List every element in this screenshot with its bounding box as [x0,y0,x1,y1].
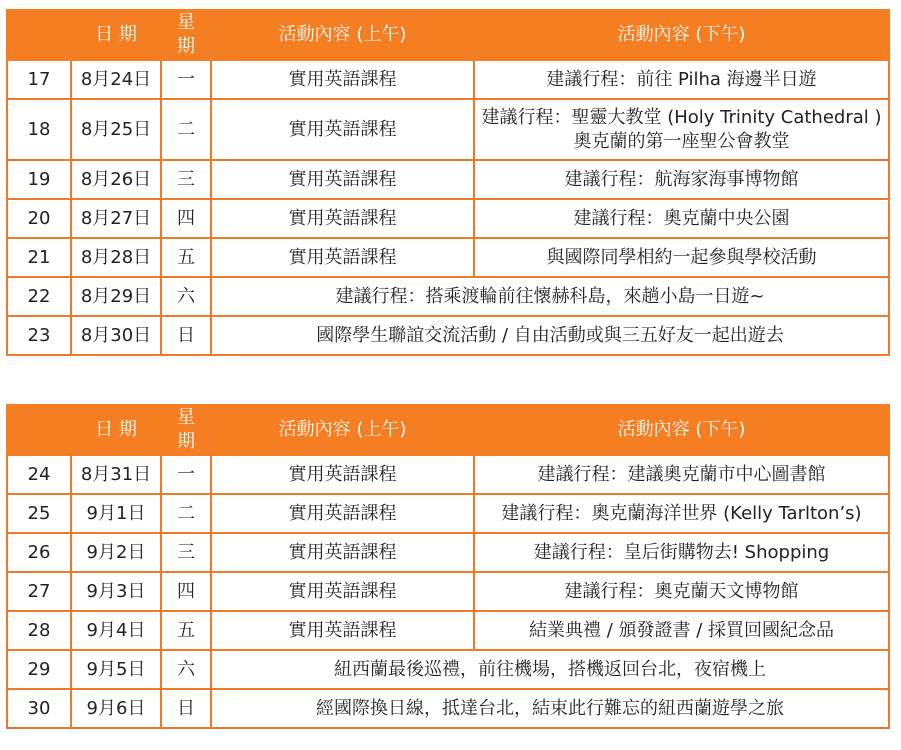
day-number: 29 [7,650,71,689]
pm-activity: 與國際同學相約一起參與學校活動 [474,238,889,277]
day-number: 19 [7,160,71,199]
table-row [7,650,889,689]
pm-activity: 建議行程：奧克蘭中央公園 [474,199,889,238]
date-cell: 9月4日 [71,611,161,650]
weekday-cell: 二 [161,494,211,533]
weekday-cell: 日 [161,316,211,355]
header-date: 日 期 [71,405,161,455]
weekday-cell: 二 [161,99,211,160]
table-row [7,99,889,160]
day-number: 30 [7,689,71,728]
header-row [7,10,889,60]
full-day-activity: 經國際換日線，抵達台北，結束此行難忘的紐西蘭遊學之旅 [211,689,889,728]
table-row [7,572,889,611]
date-cell: 8月26日 [71,160,161,199]
date-cell: 8月31日 [71,455,161,494]
pm-activity: 建議行程：建議奧克蘭市中心圖書館 [474,455,889,494]
am-activity: 實用英語課程 [211,533,474,572]
date-cell: 9月3日 [71,572,161,611]
day-number: 23 [7,316,71,355]
table-row [7,60,889,99]
day-number: 21 [7,238,71,277]
table-row [7,494,889,533]
pm-activity: 結業典禮 / 頒發證書 / 採買回國紀念品 [474,611,889,650]
pm-activity: 建議行程：奧克蘭海洋世界 (Kelly Tarlton’s) [474,494,889,533]
pm-activity: 建議行程：聖靈大教堂 (Holy Trinity Cathedral )奧克蘭的第一座聖公會教堂 [474,99,889,160]
schedule-table-2 [6,404,890,729]
weekday-cell: 四 [161,572,211,611]
full-day-activity: 建議行程：搭乘渡輪前往懷赫科島，來趟小島一日遊~ [211,277,889,316]
date-cell: 8月25日 [71,99,161,160]
am-activity: 實用英語課程 [211,238,474,277]
full-day-activity: 國際學生聯誼交流活動 / 自由活動或與三五好友一起出遊去 [211,316,889,355]
weekday-cell: 五 [161,238,211,277]
date-cell: 8月28日 [71,238,161,277]
header-am-activity: 活動內容 (上午) [211,405,474,455]
weekday-cell: 五 [161,611,211,650]
pm-activity: 建議行程：前往 Pilha 海邊半日遊 [474,60,889,99]
table-row [7,199,889,238]
header-row [7,405,889,455]
weekday-cell: 六 [161,650,211,689]
table-row [7,689,889,728]
table-row [7,277,889,316]
am-activity: 實用英語課程 [211,611,474,650]
day-number: 27 [7,572,71,611]
weekday-cell: 六 [161,277,211,316]
am-activity: 實用英語課程 [211,455,474,494]
weekday-cell: 一 [161,455,211,494]
weekday-cell: 四 [161,199,211,238]
am-activity: 實用英語課程 [211,494,474,533]
table-row [7,316,889,355]
header-pm-activity: 活動內容 (下午) [474,10,889,60]
table-row [7,160,889,199]
header-am-activity: 活動內容 (上午) [211,10,474,60]
table-row [7,533,889,572]
am-activity: 實用英語課程 [211,60,474,99]
header-day-number [7,10,71,60]
am-activity: 實用英語課程 [211,199,474,238]
date-cell: 8月30日 [71,316,161,355]
day-number: 18 [7,99,71,160]
day-number: 25 [7,494,71,533]
day-number: 20 [7,199,71,238]
table-row [7,611,889,650]
day-number: 17 [7,60,71,99]
full-day-activity: 紐西蘭最後巡禮，前往機場，搭機返回台北，夜宿機上 [211,650,889,689]
pm-activity: 建議行程：航海家海事博物館 [474,160,889,199]
am-activity: 實用英語課程 [211,572,474,611]
day-number: 24 [7,455,71,494]
day-number: 28 [7,611,71,650]
am-activity: 實用英語課程 [211,160,474,199]
weekday-cell: 日 [161,689,211,728]
table-row [7,455,889,494]
header-weekday: 星 期 [161,405,211,455]
date-cell: 9月5日 [71,650,161,689]
date-cell: 9月1日 [71,494,161,533]
weekday-cell: 三 [161,160,211,199]
am-activity: 實用英語課程 [211,99,474,160]
date-cell: 9月6日 [71,689,161,728]
date-cell: 9月2日 [71,533,161,572]
date-cell: 8月27日 [71,199,161,238]
header-pm-activity: 活動內容 (下午) [474,405,889,455]
day-number: 26 [7,533,71,572]
date-cell: 8月29日 [71,277,161,316]
table-row [7,238,889,277]
header-date: 日 期 [71,10,161,60]
pm-activity: 建議行程：皇后街購物去! Shopping [474,533,889,572]
date-cell: 8月24日 [71,60,161,99]
weekday-cell: 一 [161,60,211,99]
header-day-number [7,405,71,455]
header-weekday: 星 期 [161,10,211,60]
day-number: 22 [7,277,71,316]
weekday-cell: 三 [161,533,211,572]
pm-activity: 建議行程：奧克蘭天文博物館 [474,572,889,611]
schedule-table-1 [6,9,890,356]
